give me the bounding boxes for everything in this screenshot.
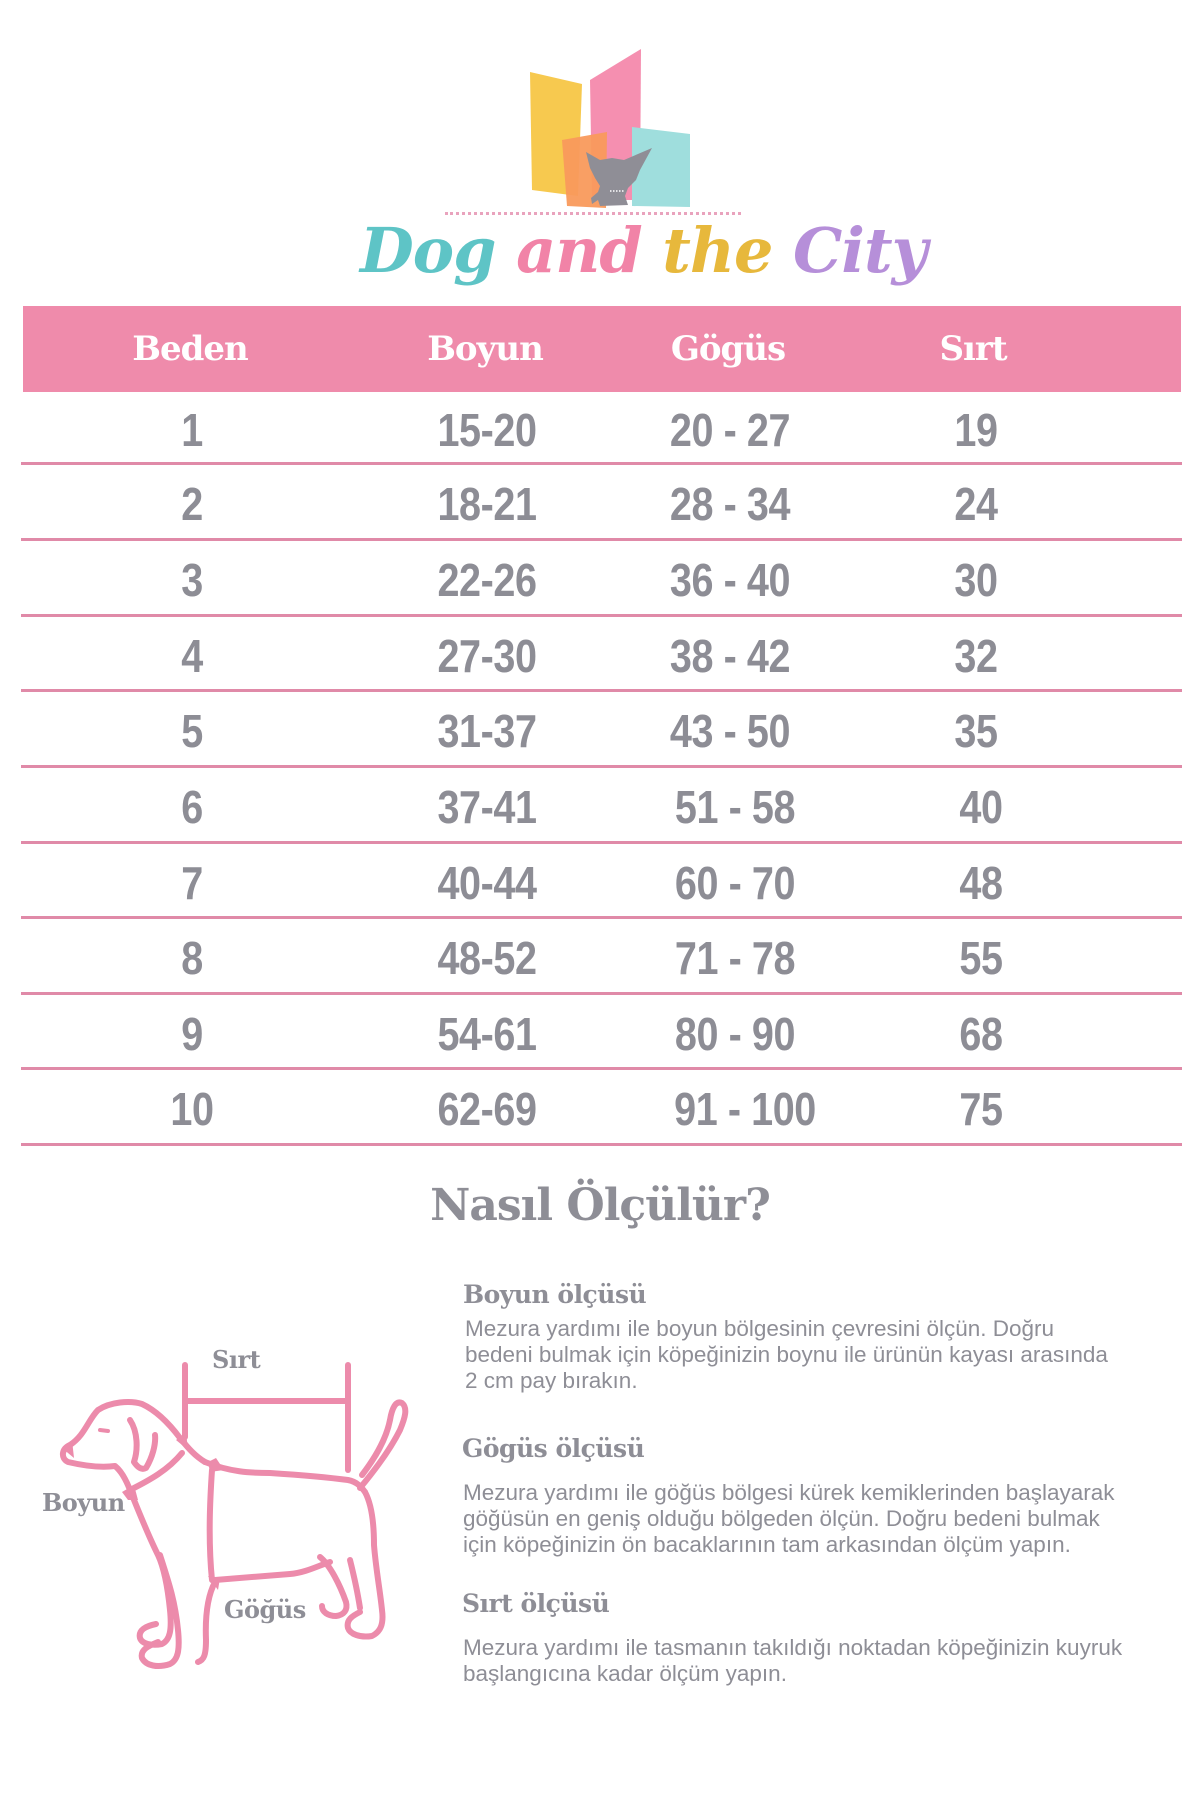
cell-gogus: 80 - 90 — [674, 1008, 796, 1060]
row-divider — [21, 462, 1182, 465]
column-header-gogus: Gögüs — [670, 329, 786, 369]
cell-beden: 6 — [181, 781, 203, 833]
cell-beden: 8 — [181, 932, 203, 984]
table-row — [0, 920, 1200, 996]
cell-beden: 7 — [181, 857, 203, 909]
cell-boyun: 48-52 — [437, 932, 537, 984]
cell-boyun: 15-20 — [437, 404, 537, 456]
table-row — [0, 466, 1200, 542]
row-divider — [21, 538, 1182, 541]
cell-sirt: 55 — [959, 932, 1003, 984]
cell-boyun: 22-26 — [437, 554, 537, 606]
brand-word-city: City — [793, 214, 927, 287]
cell-gogus: 51 - 58 — [674, 781, 796, 833]
section-title-boyun: Boyun ölçüsü — [463, 1280, 647, 1309]
cell-sirt: 30 — [954, 554, 998, 606]
cell-gogus: 60 - 70 — [674, 857, 796, 909]
body-line: Mezura yardımı ile boyun bölgesinin çevresini ölçün. Doğru — [465, 1316, 1055, 1341]
row-divider — [21, 614, 1182, 617]
diagram-label-sirt: Sırt — [212, 1345, 261, 1374]
body-line: 2 cm pay bırakın. — [465, 1368, 638, 1393]
body-line: için köpeğinizin ön bacaklarının tam arkasından ölçüm yapın. — [463, 1532, 1071, 1557]
table-row — [0, 693, 1200, 769]
row-divider — [21, 992, 1182, 995]
cell-boyun: 54-61 — [437, 1008, 537, 1060]
table-row — [0, 1071, 1200, 1147]
column-header-sirt: Sırt — [939, 329, 1007, 369]
cell-sirt: 48 — [959, 857, 1003, 909]
cell-sirt: 68 — [959, 1008, 1003, 1060]
table-row — [0, 392, 1200, 468]
dog-outline-icon — [30, 1340, 430, 1700]
table-row — [0, 845, 1200, 921]
cell-beden: 1 — [181, 404, 203, 456]
dog-measurement-diagram — [30, 1340, 430, 1700]
brand-word-dog: Dog — [360, 214, 496, 287]
cell-sirt: 40 — [959, 781, 1003, 833]
section-body-sirt — [463, 1635, 1183, 1687]
section-body-boyun — [465, 1316, 1185, 1394]
cell-boyun: 31-37 — [437, 705, 537, 757]
table-row — [0, 542, 1200, 618]
cell-gogus: 71 - 78 — [674, 932, 796, 984]
body-line: başlangıcına kadar ölçüm yapın. — [463, 1661, 787, 1686]
cell-boyun: 40-44 — [437, 857, 537, 909]
cell-gogus: 20 - 27 — [669, 404, 791, 456]
cell-beden: 10 — [170, 1083, 214, 1135]
cell-gogus: 91 - 100 — [674, 1083, 816, 1135]
row-divider — [21, 916, 1182, 919]
cell-gogus: 36 - 40 — [669, 554, 791, 606]
cell-beden: 4 — [181, 630, 203, 682]
cell-sirt: 32 — [954, 630, 998, 682]
cell-boyun: 27-30 — [437, 630, 537, 682]
cell-sirt: 24 — [954, 478, 998, 530]
diagram-label-boyun: Boyun — [42, 1488, 125, 1517]
cell-beden: 9 — [181, 1008, 203, 1060]
row-divider — [21, 765, 1182, 768]
row-divider — [21, 689, 1182, 692]
cell-sirt: 75 — [959, 1083, 1003, 1135]
table-row — [0, 618, 1200, 694]
cell-gogus: 43 - 50 — [669, 705, 791, 757]
column-header-boyun: Boyun — [427, 329, 543, 369]
body-line: bedeni bulmak için köpeğinizin boynu ile ürünün kayası arasında — [465, 1342, 1108, 1367]
cell-gogus: 28 - 34 — [669, 478, 791, 530]
section-body-gogus — [463, 1480, 1183, 1558]
section-title-sirt: Sırt ölçüsü — [462, 1589, 610, 1618]
table-row — [0, 996, 1200, 1072]
cell-gogus: 38 - 42 — [669, 630, 791, 682]
brand-word-and: and — [516, 214, 642, 287]
column-header-beden: Beden — [132, 329, 248, 369]
diagram-label-gogus: Göğüs — [224, 1595, 306, 1624]
table-row — [0, 769, 1200, 845]
cell-boyun: 37-41 — [437, 781, 537, 833]
cell-boyun: 62-69 — [437, 1083, 537, 1135]
row-divider — [21, 841, 1182, 844]
body-line: Mezura yardımı ile göğüs bölgesi kürek kemiklerinden başlayarak — [463, 1480, 1115, 1505]
cell-boyun: 18-21 — [437, 478, 537, 530]
how-to-measure-title: Nasıl Ölçülür? — [430, 1180, 770, 1231]
row-divider — [21, 1067, 1182, 1070]
cell-sirt: 19 — [954, 404, 998, 456]
cell-sirt: 35 — [954, 705, 998, 757]
body-line: göğüsün en geniş olduğu bölgeden ölçün. Doğru bedeni bulmak — [463, 1506, 1100, 1531]
cell-beden: 3 — [181, 554, 203, 606]
cell-beden: 2 — [181, 478, 203, 530]
section-title-gogus: Gögüs ölçüsü — [462, 1434, 645, 1463]
body-line: Mezura yardımı ile tasmanın takıldığı noktadan köpeğinizin kuyruk — [463, 1635, 1123, 1660]
brand-word-the: the — [662, 214, 773, 287]
cell-beden: 5 — [181, 705, 203, 757]
row-divider — [21, 1143, 1182, 1146]
